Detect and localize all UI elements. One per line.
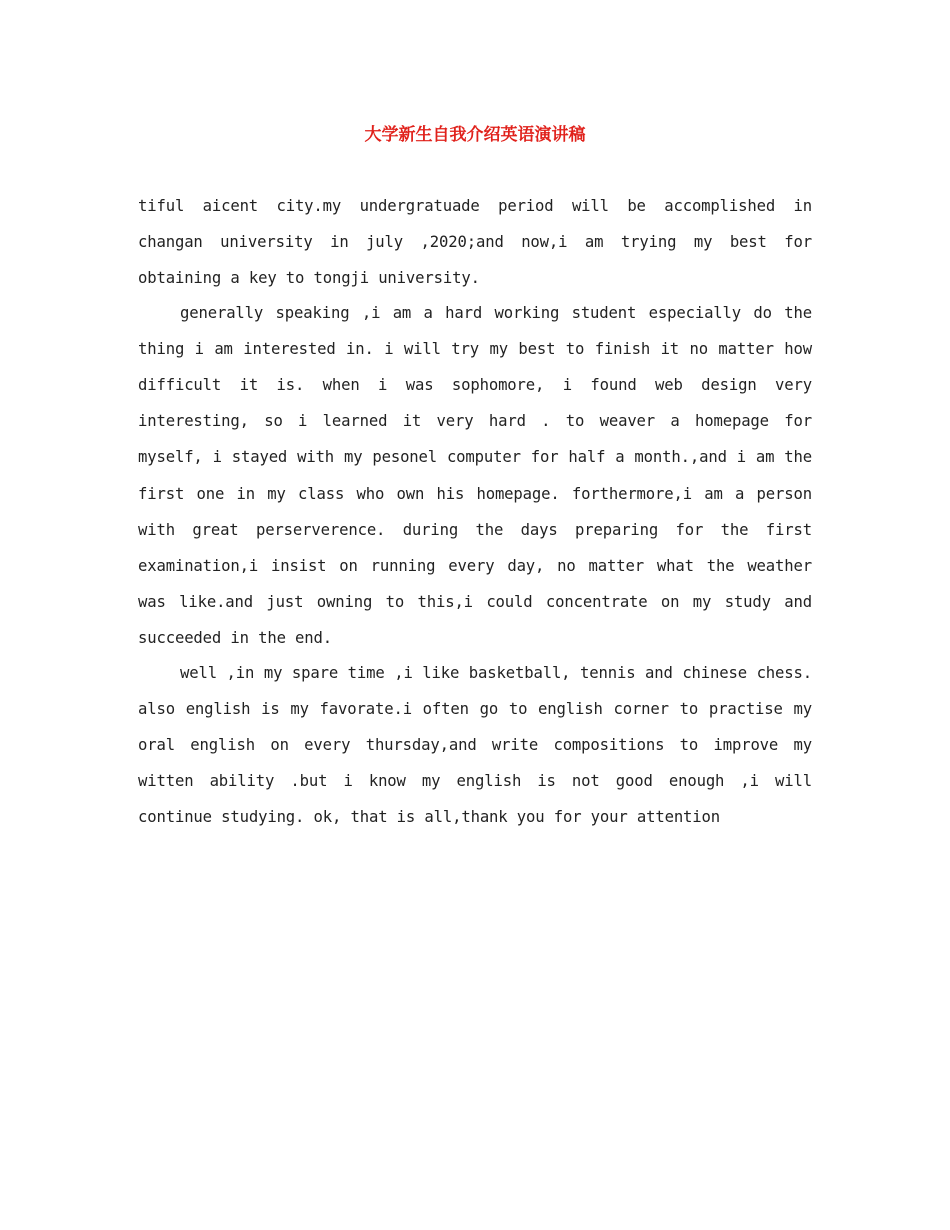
paragraph-2: generally speaking ,i am a hard working student especially do the thing i am interested in. i will try my best to finish it no matter how difficult it is. when i was sophomore, i found web design very interesting, so i learned it very hard . to weaver a homepage for myself, i stayed with my pesonel computer for half a month.,and i am the first one in my class who own his homepage. forthermore,i am a person with great perserverence. during the days preparing for the first examination,i insist on running every day, no matter what the weather was like.and just owning to this,i could concentrate on my study and succeeded in the end.	[138, 303, 812, 648]
page-title: 大学新生自我介绍英语演讲稿	[364, 125, 586, 145]
document-body	[138, 188, 812, 836]
paragraph-1: tiful aicent city.my undergratuade period will be accomplished in changan university in july ,2020;and now,i am trying my best for obtaining a key to tongji university.	[138, 197, 812, 288]
paragraph-3: well ,in my spare time ,i like basketball, tennis and chinese chess. also english is my favorate.i often go to english corner to practise my oral english on every thursday,and write compositions to improve my witten ability .but i know my english is not good enough ,i will continue studying. ok, that is all,thank you for your attention	[138, 663, 812, 827]
